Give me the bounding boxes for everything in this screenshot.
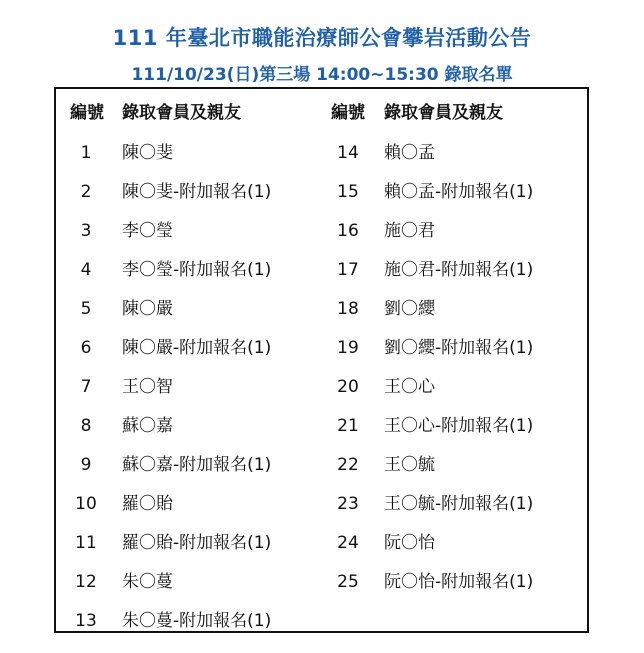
- left-header-number: 編號: [70, 103, 104, 123]
- row-number: 16: [337, 221, 359, 241]
- row-number: 2: [80, 182, 92, 202]
- member-name: 羅〇貽: [122, 494, 173, 514]
- row-number: 11: [75, 533, 97, 553]
- table-row: [56, 368, 587, 407]
- row-number: 17: [337, 260, 359, 280]
- row-number: 5: [80, 299, 92, 319]
- member-name: 阮〇怡-附加報名(1): [384, 572, 534, 592]
- right-header-name: 錄取會員及親友: [384, 103, 503, 123]
- roster-table: [54, 87, 589, 633]
- table-row: [56, 485, 587, 524]
- member-name: 王〇毓-附加報名(1): [384, 494, 534, 514]
- member-name: 陳〇嚴: [122, 299, 173, 319]
- row-number: 8: [80, 416, 92, 436]
- row-number: 6: [80, 338, 92, 358]
- member-name: 王〇心: [384, 377, 435, 397]
- table-row: [56, 251, 587, 290]
- row-number: 9: [80, 455, 92, 475]
- table-row: [56, 290, 587, 329]
- member-name: 朱〇蔓: [122, 572, 173, 592]
- member-name: 陳〇斐-附加報名(1): [122, 182, 272, 202]
- row-number: 10: [75, 494, 97, 514]
- member-name: 王〇智: [122, 377, 173, 397]
- row-number: 23: [337, 494, 359, 514]
- member-name: 朱〇蔓-附加報名(1): [122, 611, 272, 631]
- row-number: 18: [337, 299, 359, 319]
- table-row: [56, 212, 587, 251]
- row-number: 7: [80, 377, 92, 397]
- row-number: 25: [337, 572, 359, 592]
- row-number: 14: [337, 143, 359, 163]
- row-number: 22: [337, 455, 359, 475]
- table-row: [56, 446, 587, 485]
- table-row: [56, 173, 587, 212]
- member-name: 王〇毓: [384, 455, 435, 475]
- member-name: 李〇瑩-附加報名(1): [122, 260, 272, 280]
- member-name: 劉〇纓: [384, 299, 435, 319]
- table-row: [56, 563, 587, 602]
- table-row: [56, 524, 587, 563]
- member-name: 李〇瑩: [122, 221, 173, 241]
- table-row: [56, 134, 587, 173]
- row-number: 19: [337, 338, 359, 358]
- member-name: 陳〇嚴-附加報名(1): [122, 338, 272, 358]
- row-number: 3: [80, 221, 92, 241]
- row-number: 13: [75, 611, 97, 631]
- member-name: 施〇君-附加報名(1): [384, 260, 534, 280]
- row-number: 12: [75, 572, 97, 592]
- table-row: [56, 407, 587, 446]
- member-name: 陳〇斐: [122, 143, 173, 163]
- member-name: 王〇心-附加報名(1): [384, 416, 534, 436]
- member-name: 賴〇孟: [384, 143, 435, 163]
- row-number: 15: [337, 182, 359, 202]
- row-number: 20: [337, 377, 359, 397]
- row-number: 1: [80, 143, 92, 163]
- left-header-name: 錄取會員及親友: [122, 103, 241, 123]
- member-name: 蘇〇嘉: [122, 416, 173, 436]
- page-title: 111 年臺北市職能治療師公會攀岩活動公告: [112, 26, 532, 50]
- member-name: 阮〇怡: [384, 533, 435, 553]
- member-name: 賴〇孟-附加報名(1): [384, 182, 534, 202]
- table-row: [56, 602, 587, 641]
- row-number: 24: [337, 533, 359, 553]
- member-name: 羅〇貽-附加報名(1): [122, 533, 272, 553]
- member-name: 蘇〇嘉-附加報名(1): [122, 455, 272, 475]
- row-number: 21: [337, 416, 359, 436]
- member-name: 劉〇纓-附加報名(1): [384, 338, 534, 358]
- row-number: 4: [80, 260, 92, 280]
- right-header-number: 編號: [331, 103, 365, 123]
- member-name: 施〇君: [384, 221, 435, 241]
- table-row: [56, 329, 587, 368]
- page-subtitle: 111/10/23(日)第三場 14:00~15:30 錄取名單: [131, 65, 513, 85]
